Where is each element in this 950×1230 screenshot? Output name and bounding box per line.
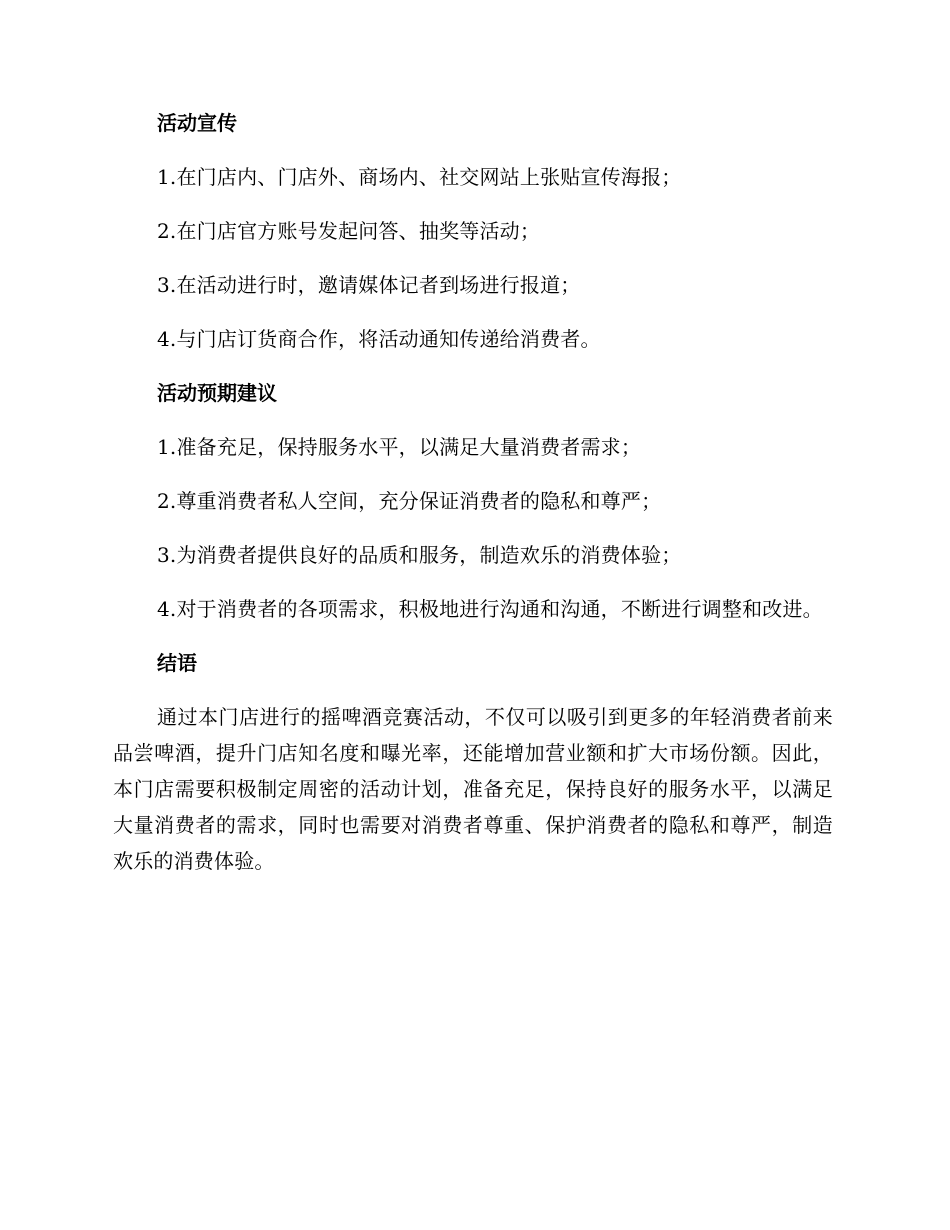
list-item: 1.准备充足，保持服务水平，以满足大量消费者需求； (157, 435, 642, 459)
list-item: 4.对于消费者的各项需求，积极地进行沟通和沟通，不断进行调整和改进。 (157, 597, 823, 621)
section-heading: 活动宣传 (157, 111, 237, 135)
list-item: 2.在门店官方账号发起问答、抽奖等活动； (157, 219, 541, 243)
section-conclusion (113, 645, 833, 879)
section-expectations (113, 375, 833, 627)
list-item: 3.在活动进行时，邀请媒体记者到场进行报道； (157, 273, 581, 297)
list-item: 1.在门店内、门店外、商场内、社交网站上张贴宣传海报； (157, 165, 682, 189)
list-item: 4.与门店订货商合作，将活动通知传递给消费者。 (157, 327, 601, 351)
list-item: 3.为消费者提供良好的品质和服务，制造欢乐的消费体验； (157, 543, 682, 567)
section-heading: 结语 (157, 651, 197, 675)
conclusion-paragraph: 通过本门店进行的摇啤酒竞赛活动，不仅可以吸引到更多的年轻消费者前来品尝啤酒，提升门店知名度和曝光率，还能增加营业额和扩大市场份额。因此，本门店需要积极制定周密的活动计划，准备充足，保持良好的服务水平，以满足大量消费者的需求，同时也需要对消费者尊重、保护消费者的隐私和尊严，制造欢乐的消费体验。 (113, 705, 833, 873)
section-promotion (113, 105, 833, 357)
list-item: 2.尊重消费者私人空间，充分保证消费者的隐私和尊严； (157, 489, 662, 513)
document-body (113, 105, 833, 897)
section-heading: 活动预期建议 (157, 381, 277, 405)
